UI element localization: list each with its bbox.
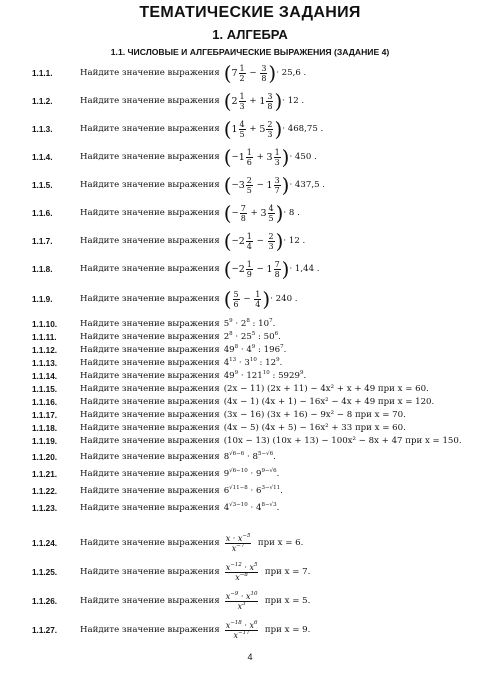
- task-number: 1.1.11.: [32, 332, 57, 342]
- task-row: 1.1.26. Найдите значение выражения $\frac{x^{-9} \cdot x^{10}}{x^3}$ при x = 5.: [32, 590, 311, 611]
- task-number: 1.1.15.: [32, 384, 58, 394]
- task-row: 1.1.25. Найдите значение выражения $\frac{x^{-12} \cdot x^5}{x^{-8}}$ при x = 7.: [32, 561, 311, 582]
- task-expression: (3x − 16) (3x + 16) − 9x² − 8 при x = 70.: [223, 410, 406, 420]
- task-number: 1.1.27.: [32, 625, 58, 635]
- task-tail: · 12 .: [282, 96, 305, 106]
- task-prompt: Найдите значение выражения: [80, 345, 220, 355]
- task-row: 1.1.13. Найдите значение выражения $4^{13} \cdot 3^{10}$ : $12^9$.: [32, 357, 283, 368]
- task-row: 1.1.5. Найдите значение выражения ( − 3 $\frac{2}{5}$ − 1 $\frac{3}{7}$ ) · 437,5 .: [32, 173, 325, 197]
- task-prompt: Найдите значение выражения: [80, 567, 220, 577]
- task-condition: при x = 6.: [257, 538, 304, 548]
- task-row: 1.1.24. Найдите значение выражения $\frac{x \cdot x^{-5}}{x^{-7}}$ при x = 6.: [32, 532, 304, 553]
- task-row: 1.1.23. Найдите значение выражения $4^{√3-10} \cdot 4^{8-√3}$.: [32, 502, 280, 513]
- task-prompt: Найдите значение выражения: [80, 538, 220, 548]
- task-number: 1.1.10.: [32, 319, 58, 329]
- task-row: [32, 435, 494, 447]
- task-prompt: Найдите значение выражения: [80, 68, 220, 78]
- task-expression: (4x − 1) (4x + 1) − 16x² − 4x + 49 при x = 120.: [223, 397, 435, 407]
- task-prompt: Найдите значение выражения: [80, 384, 220, 394]
- section-title: 1. АЛГЕБРА: [212, 27, 288, 42]
- task-tail: · 437,5 .: [289, 180, 325, 190]
- task-row: [32, 383, 494, 395]
- task-tail: · 1,44 .: [289, 264, 320, 274]
- task-prompt: Найдите значение выражения: [80, 124, 220, 134]
- task-row: 1.1.12. Найдите значение выражения $49^8 \cdot 4^9$ : $196^7$.: [32, 344, 287, 355]
- page-number: 4: [247, 652, 253, 662]
- task-condition: при x = 5.: [264, 596, 311, 606]
- task-row: 1.1.21. Найдите значение выражения $9^{√6-10} \cdot 9^{9-√6}$.: [32, 468, 280, 479]
- task-prompt: Найдите значение выражения: [80, 208, 220, 218]
- task-number: 1.1.17.: [32, 410, 58, 420]
- task-row: 1.1.4. Найдите значение выражения ( − 1 $\frac{1}{6}$ + 3 $\frac{1}{3}$ ) · 450 .: [32, 145, 317, 169]
- task-row: 1.1.1. Найдите значение выражения ( 7 $\frac{1}{2}$ − $\frac{3}{8}$ ) · 25,6 .: [32, 61, 307, 85]
- task-tail: · 8 .: [283, 208, 300, 218]
- task-number: 1.1.21.: [32, 469, 58, 479]
- task-row: 1.1.20. Найдите значение выражения $8^{√6-6} \cdot 8^{5-√6}$.: [32, 451, 276, 462]
- task-number: 1.1.7.: [32, 236, 53, 246]
- task-prompt: Найдите значение выражения: [80, 452, 220, 462]
- task-expression: (2x − 11) (2x + 11) − 4x² + x + 49 при x = 60.: [223, 384, 429, 394]
- task-row: 1.1.3. Найдите значение выражения ( 1 $\frac{4}{5}$ + 5 $\frac{2}{3}$ ) · 468,75 .: [32, 117, 324, 141]
- task-number: 1.1.20.: [32, 452, 58, 462]
- task-prompt: Найдите значение выражения: [80, 596, 220, 606]
- task-number: 1.1.24.: [32, 538, 58, 548]
- task-tail: · 12 .: [283, 236, 306, 246]
- task-number: 1.1.4.: [32, 152, 53, 162]
- task-prompt: Найдите значение выражения: [80, 180, 220, 190]
- task-number: 1.1.9.: [32, 294, 53, 304]
- task-prompt: Найдите значение выражения: [80, 625, 220, 635]
- task-prompt: Найдите значение выражения: [80, 96, 220, 106]
- task-prompt: Найдите значение выражения: [80, 423, 220, 433]
- task-prompt: Найдите значение выражения: [80, 319, 220, 329]
- task-number: 1.1.16.: [32, 397, 58, 407]
- task-number: 1.1.23.: [32, 503, 58, 513]
- task-row: [32, 422, 494, 434]
- page-title: ТЕМАТИЧЕСКИЕ ЗАДАНИЯ: [139, 4, 361, 21]
- task-prompt: Найдите значение выражения: [80, 358, 220, 368]
- task-number: 1.1.14.: [32, 371, 58, 381]
- task-prompt: Найдите значение выражения: [80, 332, 220, 342]
- task-row: 1.1.10. Найдите значение выражения $5^9 \cdot 2^8$ : $10^7$.: [32, 318, 276, 329]
- task-prompt: Найдите значение выражения: [80, 236, 220, 246]
- task-row: 1.1.6. Найдите значение выражения ( − $\frac{7}{8}$ + 3 $\frac{4}{5}$ ) · 8 .: [32, 201, 300, 225]
- task-prompt: Найдите значение выражения: [80, 152, 220, 162]
- subsection-title: 1.1. ЧИСЛОВЫЕ И АЛГЕБРАИЧЕСКИЕ ВЫРАЖЕНИЯ (ЗАДАНИЕ 4): [110, 47, 390, 57]
- task-prompt: Найдите значение выражения: [80, 410, 220, 420]
- task-number: 1.1.18.: [32, 423, 58, 433]
- task-number: 1.1.13.: [32, 358, 58, 368]
- task-row: [32, 409, 494, 421]
- task-row: 1.1.14. Найдите значение выражения $49^9 \cdot 121^{10}$ : 5929$^9$.: [32, 370, 307, 381]
- task-prompt: Найдите значение выражения: [80, 294, 220, 304]
- task-number: 1.1.3.: [32, 124, 53, 134]
- task-row: 1.1.9. Найдите значение выражения ( $\frac{5}{6}$ − $\frac{1}{4}$ ) · 240 .: [32, 287, 298, 311]
- task-row: 1.1.11. Найдите значение выражения $2^8 \cdot 25^5$ : $50^6$.: [32, 331, 281, 342]
- task-prompt: Найдите значение выражения: [80, 397, 220, 407]
- task-row: 1.1.27. Найдите значение выражения $\frac{x^{-18} \cdot x^6}{x^{-17}}$ при x = 9.: [32, 619, 311, 640]
- task-prompt: Найдите значение выражения: [80, 264, 220, 274]
- task-tail: · 240 .: [270, 294, 298, 304]
- task-condition: при x = 9.: [264, 625, 311, 635]
- task-number: 1.1.22.: [32, 486, 58, 496]
- task-row: 1.1.2. Найдите значение выражения ( 2 $\frac{1}{3}$ + 1 $\frac{3}{8}$ ) · 12 .: [32, 89, 305, 113]
- task-number: 1.1.8.: [32, 264, 53, 274]
- task-number: 1.1.12.: [32, 345, 58, 355]
- task-number: 1.1.25.: [32, 567, 58, 577]
- task-row: 1.1.8. Найдите значение выражения ( − 2 $\frac{1}{9}$ − 1 $\frac{7}{8}$ ) · 1,44 .: [32, 257, 320, 281]
- task-number: 1.1.1.: [32, 68, 53, 78]
- task-row: 1.1.7. Найдите значение выражения ( − 2 $\frac{1}{4}$ − $\frac{2}{3}$ ) · 12 .: [32, 229, 306, 253]
- task-tail: · 450 .: [289, 152, 317, 162]
- task-number: 1.1.5.: [32, 180, 53, 190]
- task-number: 1.1.19.: [32, 436, 58, 446]
- task-prompt: Найдите значение выражения: [80, 469, 220, 479]
- task-row: 1.1.22. Найдите значение выражения $6^{√11-8} \cdot 6^{3-√11}$.: [32, 485, 283, 496]
- task-prompt: Найдите значение выражения: [80, 436, 220, 446]
- task-expression: (4x − 5) (4x + 5) − 16x² + 33 при x = 60.: [223, 423, 406, 433]
- task-tail: · 468,75 .: [282, 124, 324, 134]
- task-number: 1.1.6.: [32, 208, 53, 218]
- task-prompt: Найдите значение выражения: [80, 486, 220, 496]
- task-expression: (10x − 13) (10x + 13) − 100x² − 8x + 47 при x = 150.: [223, 436, 462, 446]
- task-number: 1.1.2.: [32, 96, 53, 106]
- task-prompt: Найдите значение выражения: [80, 503, 220, 513]
- task-condition: при x = 7.: [264, 567, 311, 577]
- task-number: 1.1.26.: [32, 596, 58, 606]
- task-tail: · 25,6 .: [276, 68, 307, 78]
- task-row: [32, 396, 494, 408]
- task-prompt: Найдите значение выражения: [80, 371, 220, 381]
